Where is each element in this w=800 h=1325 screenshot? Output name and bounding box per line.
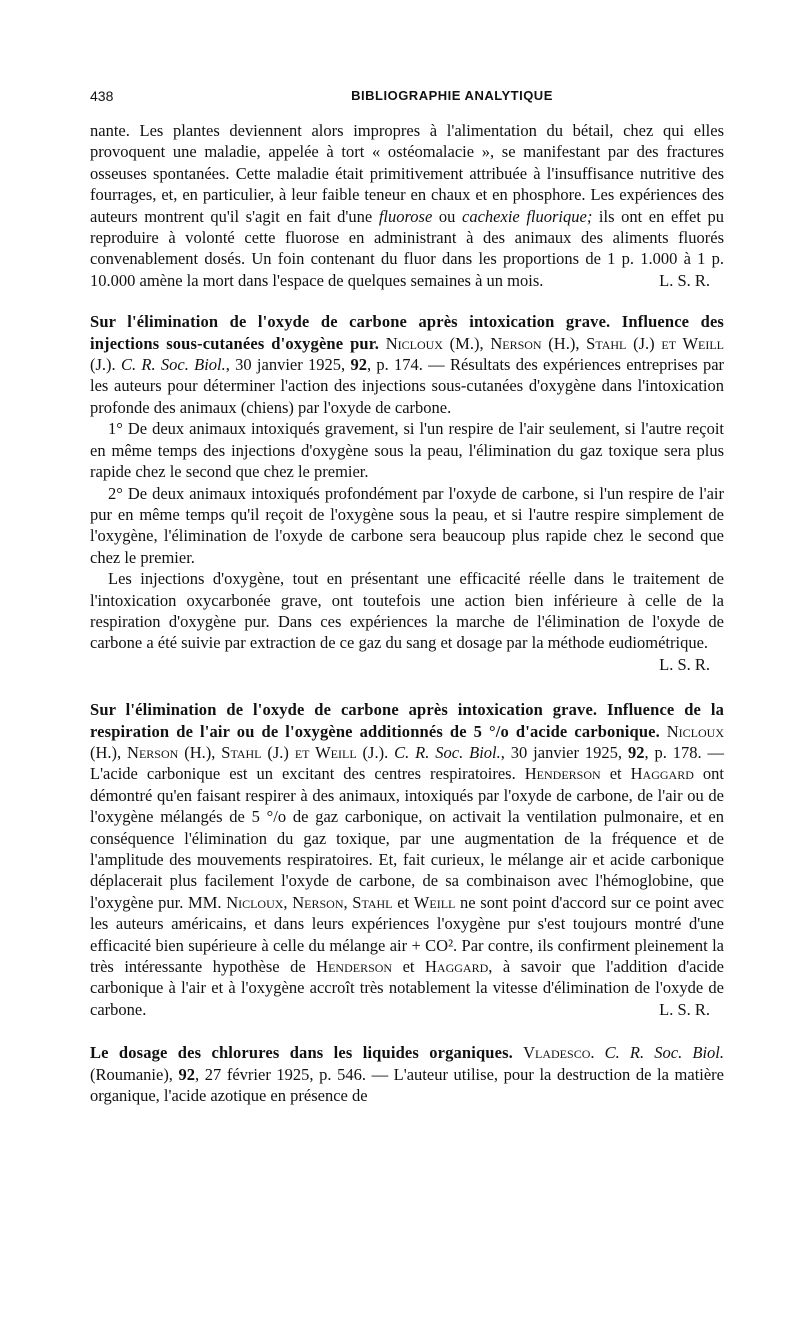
entry-2-henderson-2: Henderson bbox=[316, 957, 393, 977]
entry-2-henderson-1: Henderson bbox=[524, 764, 601, 784]
entry-2-heading bbox=[90, 699, 724, 1020]
entry-2-pages: , p. 178. — L'acide carbonique est un excitant des centres respiratoires. bbox=[90, 742, 725, 784]
entry-2-citation: , 30 janvier 1925, bbox=[500, 742, 623, 762]
entry-2-volume: 92 bbox=[627, 742, 645, 762]
entry-1-authors: Nicloux (M.), Nerson (H.), Stahl (J.) et Weill (J.). bbox=[90, 333, 725, 375]
entry-1-journal: C. R. Soc. Biol. bbox=[120, 355, 226, 375]
entry-1-signature: L. S. R. bbox=[659, 654, 710, 674]
entry-2-authors-inline: Nicloux, Nerson, Stahl bbox=[226, 892, 393, 912]
intro-signature: L. S. R. bbox=[659, 270, 710, 290]
entry-3-volume: 92 bbox=[178, 1064, 196, 1084]
entry-2-weill: Weill bbox=[413, 892, 456, 912]
entry-2-et-2: et bbox=[392, 892, 414, 912]
entry-1-point-2: 2° De deux animaux intoxiqués profondément par l'oxyde de carbone, si l'un respire de l'air pur en même temps qu'il reçoit de l'oxygène sous la peau, et si l'autre respire simplement de l'oxygène, l'élimination de l'oxyde de carbone sera beaucoup plus rapide chez le second que chez le premier. bbox=[90, 483, 724, 567]
intro-text-1: nante. Les plantes deviennent alors impropres à l'alimentation du bétail, chez qui elles provoquent une maladie, appelée à tort « ostéomalacie », se manifestant par des fractures osseuses spontanées. Cette maladie était primitivement attribuée à l'insuffisance nutritive des fourrages, et, en particulier, à leur faible teneur en chaux et en phosphore. Les expériences des auteurs montrent qu'il s'agit en fait d'une bbox=[90, 121, 724, 226]
intro-italic-2: cachexie fluorique; bbox=[462, 206, 593, 226]
entry-1-volume: 92 bbox=[350, 355, 367, 375]
entry-2-body-c: , à savoir que l'addition d'acide carbonique à l'air et à l'oxygène accroît très notablement la vitesse d'élimination de l'oxyde de carbone. bbox=[90, 957, 724, 1019]
entry-1-pages: , p. 174. — Résultats des expériences entreprises par les auteurs pour déterminer l'action des injections sous-cutanées d'oxygène dans l'intoxication profonde des animaux (chiens) par l'oxyde de carbone. bbox=[90, 355, 725, 417]
entry-2-title: Sur l'élimination de l'oxyde de carbone après intoxication grave. Influence de la respiration de l'air ou de l'oxygène additionnés de 5 °/o d'acide carbonique. bbox=[90, 700, 724, 741]
entry-3-title: Le dosage des chlorures dans les liquides organiques. bbox=[90, 1043, 513, 1063]
intro-mid: ou bbox=[432, 206, 463, 226]
entry-2 bbox=[90, 699, 724, 1020]
entry-2-haggard-2: Haggard bbox=[425, 957, 489, 977]
entry-2-body-b: ne sont point d'accord sur ce point avec les auteurs américains, et dans leurs expériences l'oxygène pur s'est toujours montré d'une efficacité bien supérieure à celle du mélange air + CO². Par contre, ils confirment pleinement la très intéressante hypothèse de bbox=[90, 892, 724, 977]
entry-2-authors: Nicloux (H.), Nerson (H.), Stahl (J.) et Weill (J.). bbox=[90, 721, 724, 762]
intro-paragraph bbox=[90, 120, 724, 291]
entry-3-pages: , 27 février 1925, p. 546. — L'auteur utilise, pour la destruction de la matière organique, l'acide azotique en présence de bbox=[90, 1064, 725, 1106]
intro-text-2: ils ont en effet pu reproduire à volonté cette fluorose en administrant à des animaux des aliments fluorés convenablement dosés. Un foin contenant du fluor dans les proportions de 1 p. 1.000 à 1 p. 10.000 amène la mort dans l'espace de quelques semaines à un mois. bbox=[90, 206, 725, 290]
entry-3-heading bbox=[90, 1042, 724, 1106]
intro-italic-1: fluorose bbox=[378, 206, 433, 226]
page-number: 438 bbox=[90, 88, 114, 104]
entry-2-haggard-1: Haggard bbox=[630, 764, 694, 784]
entry-1-conclusion bbox=[90, 568, 724, 675]
entry-3-author: Vladesco. bbox=[523, 1043, 595, 1063]
page bbox=[90, 88, 724, 1106]
entry-1-title: Sur l'élimination de l'oxyde de carbone après intoxication grave. Influence des injections sous-cutanées d'oxygène pur. bbox=[90, 312, 724, 353]
entry-1-heading bbox=[90, 311, 724, 418]
entry-2-et-1: et bbox=[600, 764, 631, 784]
entry-3-journal: C. R. Soc. Biol. bbox=[604, 1043, 725, 1063]
running-head bbox=[90, 88, 724, 110]
entry-2-signature: L. S. R. bbox=[659, 999, 710, 1019]
entry-3-citation: (Roumanie), bbox=[90, 1064, 173, 1084]
running-title: BIBLIOGRAPHIE ANALYTIQUE bbox=[351, 88, 553, 103]
entry-1 bbox=[90, 311, 724, 675]
entry-1-point-1: 1° De deux animaux intoxiqués gravement, si l'un respire de l'air seulement, si l'autre reçoit en même temps des injections d'oxygène sous la peau, l'élimination du gaz toxique sera plus rapide chez le second que chez le premier. bbox=[90, 419, 724, 482]
entry-3 bbox=[90, 1042, 724, 1106]
entry-1-citation: , 30 janvier 1925, bbox=[225, 355, 346, 375]
entry-2-journal: C. R. Soc. Biol. bbox=[394, 742, 501, 762]
entry-2-body-a: ont démontré qu'en faisant respirer à des animaux, intoxiqués par l'oxyde de carbone, de l'air ou de l'oxygène mélangés de 5 °/o de gaz carbonique, on activait la ventilation pulmonaire, et en conséquence l'élimination du gaz toxique, par une augmentation de la fréquence et de l'amplitude des mouvements respiratoires. Et, fait curieux, le mélange air et acide carbonique déplacerait plus facilement l'oxyde de carbone, de sa combinaison avec l'hémoglobine, que l'oxygène pur. MM. bbox=[90, 764, 724, 912]
entry-2-et-3: et bbox=[392, 957, 425, 977]
entry-1-conclusion-text: Les injections d'oxygène, tout en présentant une efficacité réelle dans le traitement de l'intoxication oxycarbonée grave, ont toutefois une action bien inférieure à celle de la respiration d'oxygène pur. Dans ces expériences la marche de l'élimination de l'oxyde de carbone a été suivie par extraction de ce gaz du sang et dosage par la méthode eudiométrique. bbox=[90, 569, 724, 653]
